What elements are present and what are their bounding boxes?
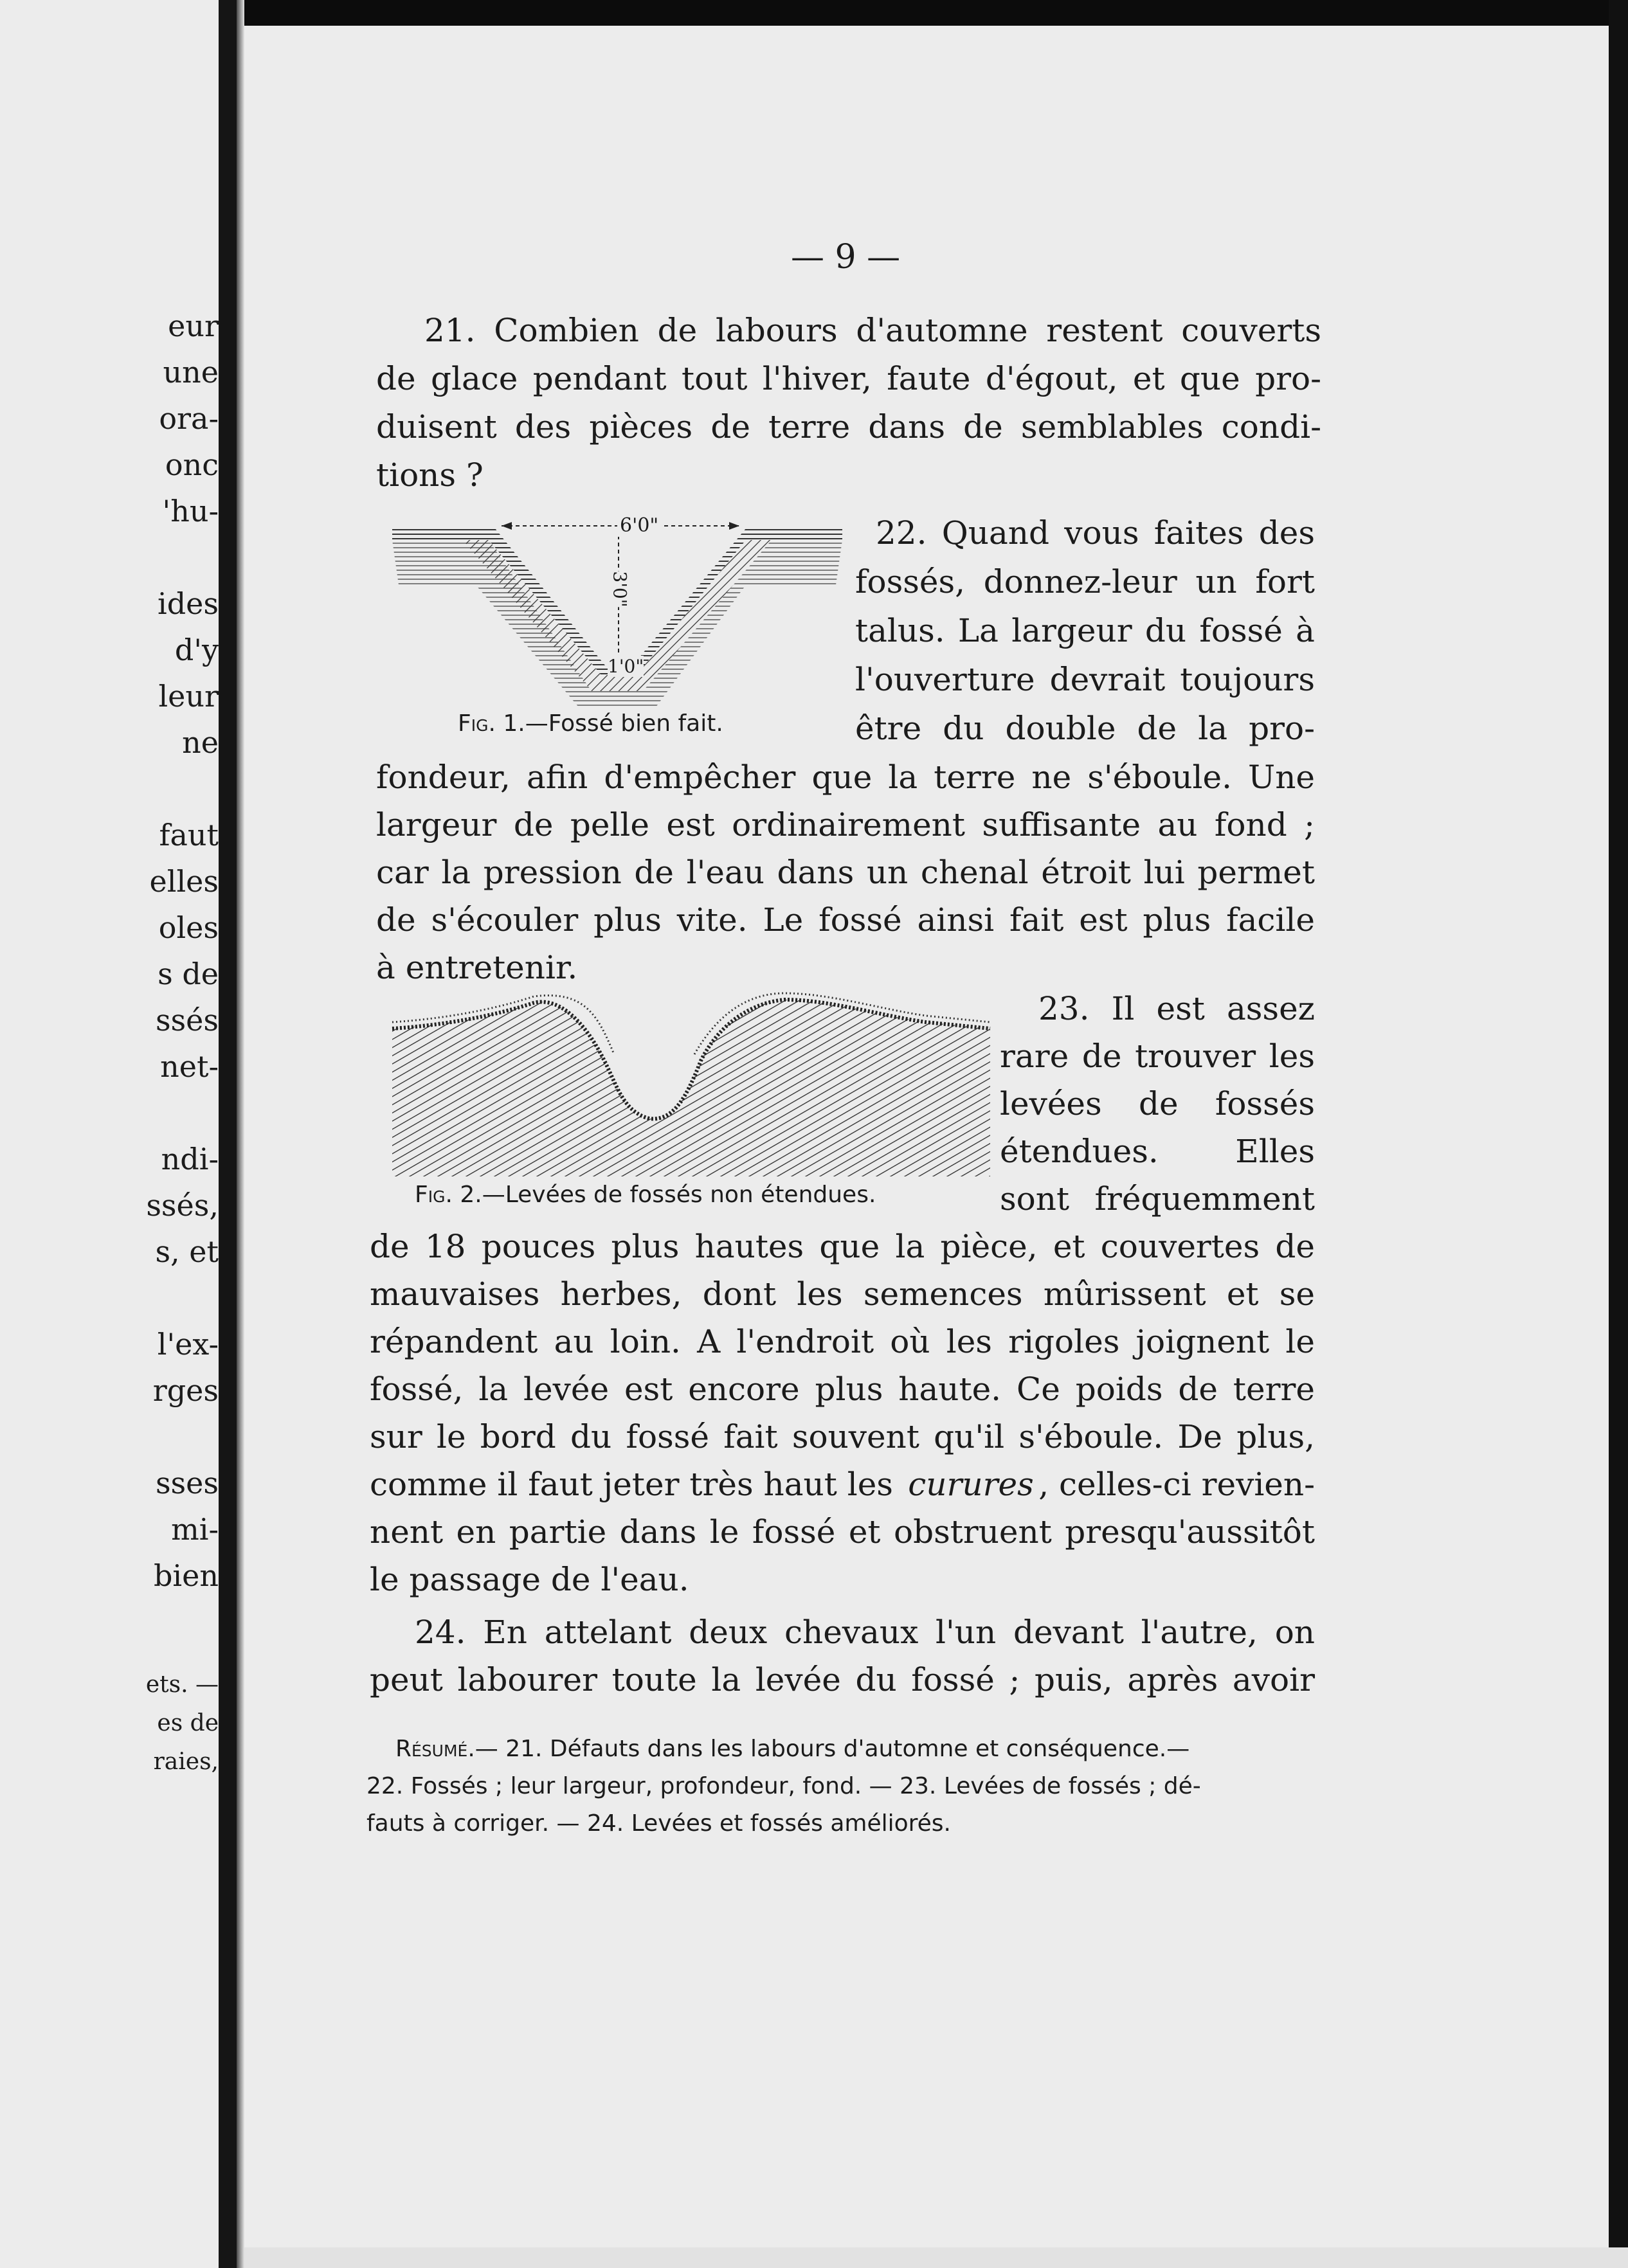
- para-22-line: 22. Quand vous faites des: [876, 514, 1315, 552]
- resume-line: fauts à corriger. — 24. Levées et fossés améliorés.: [366, 1810, 951, 1837]
- left-fragment: ssés,: [146, 1188, 219, 1223]
- left-fragment: une: [163, 355, 219, 390]
- left-fragment: elles: [149, 864, 219, 899]
- left-fragment: bien: [153, 1558, 219, 1593]
- para-21-line: 21. Combien de labours d'automne restent couverts: [424, 312, 1321, 349]
- left-fragment: onc: [165, 447, 219, 482]
- left-fragment: ora-: [159, 401, 219, 436]
- para-22-line: largeur de pelle est ordinairement suffisante au fond ;: [376, 806, 1315, 843]
- left-fragment: d'y: [174, 633, 219, 667]
- para-23-text: comme il faut jeter très haut les: [370, 1466, 903, 1503]
- para-23-line: de 18 pouces plus hautes que la pièce, et couvertes de: [370, 1228, 1315, 1265]
- left-fragment: l'ex-: [157, 1327, 219, 1362]
- fig2-caption: [415, 1182, 876, 1208]
- para-21-line: duisent des pièces de terre dans de semblables condi-: [376, 408, 1321, 446]
- left-fragment: es de: [157, 1710, 219, 1736]
- fig2-caption-text: —Levées de fossés non étendues.: [482, 1182, 876, 1208]
- para-23-line: sur le bord du fossé fait souvent qu'il s'éboule. De plus,: [370, 1418, 1315, 1455]
- para-23-line: mauvaises herbes, dont les semences mûrissent et se: [370, 1275, 1315, 1313]
- fig2-embankment-illustration: [392, 990, 990, 1176]
- fig1-caption-prefix: Fig. 1.: [458, 710, 525, 737]
- left-fragment: eur: [168, 309, 219, 343]
- gutter-shadow: [237, 0, 244, 2268]
- left-fragment: ets. —: [145, 1671, 219, 1698]
- para-23-line: étendues. Elles: [1000, 1133, 1315, 1170]
- left-page-margin: [0, 0, 219, 2268]
- para-23-line: nent en partie dans le fossé et obstruent presqu'aussitôt: [370, 1513, 1315, 1551]
- fig1-caption: [458, 710, 723, 737]
- left-fragment: ne: [182, 725, 219, 760]
- gutter-binding: [219, 0, 237, 2268]
- scan-top-edge: [244, 0, 1628, 26]
- para-23-line: rare de trouver les: [1000, 1038, 1315, 1075]
- para-21-line: de glace pendant tout l'hiver, faute d'égout, et que pro-: [376, 360, 1321, 397]
- para-24-line: peut labourer toute la levée du fossé ; puis, après avoir: [370, 1661, 1315, 1698]
- para-23-italic-word: curures: [908, 1466, 1034, 1503]
- page-number: — 9 —: [791, 238, 901, 276]
- para-23-line: sont fréquemment: [1000, 1180, 1315, 1218]
- left-fragment: net-: [160, 1049, 219, 1084]
- para-22-line: de s'écouler plus vite. Le fossé ainsi fait est plus facile: [376, 901, 1315, 939]
- fig1-dim-top: 6'0": [617, 514, 661, 537]
- scan-bottom-edge: [244, 2247, 1628, 2268]
- para-23-text: , celles-ci revien-: [1038, 1466, 1315, 1503]
- left-fragment: mi-: [171, 1512, 219, 1547]
- left-fragment: faut: [159, 818, 219, 852]
- para-23-line-italic: [370, 1466, 1315, 1503]
- para-21-line: tions ?: [376, 456, 484, 494]
- left-fragment: 'hu-: [162, 494, 219, 528]
- para-23-line: fossé, la levée est encore plus haute. Ce poids de terre: [370, 1371, 1315, 1408]
- fig1-caption-text: —Fossé bien fait.: [525, 710, 723, 737]
- para-23-line: 23. Il est assez: [1038, 990, 1315, 1027]
- left-fragment: raies,: [153, 1749, 219, 1775]
- left-fragment: sses: [155, 1466, 219, 1500]
- para-22-line: fondeur, afin d'empêcher que la terre ne s'éboule. Une: [376, 759, 1315, 796]
- fig2-caption-prefix: Fig. 2.: [415, 1182, 482, 1208]
- fig1-dim-depth: 3'0": [609, 571, 631, 608]
- resume-line: [395, 1736, 1189, 1762]
- resume-label: Résumé.: [395, 1736, 475, 1762]
- left-fragment: leur: [158, 679, 219, 714]
- para-24-line: 24. En attelant deux chevaux l'un devant l'autre, on: [415, 1614, 1315, 1651]
- para-23-line: levées de fossés: [1000, 1085, 1315, 1122]
- resume-line: 22. Fossés ; leur largeur, profondeur, fond. — 23. Levées de fossés ; dé-: [366, 1773, 1201, 1799]
- left-fragment: ssés: [155, 1003, 219, 1038]
- scan-right-edge: [1609, 0, 1628, 2268]
- para-22-line: l'ouverture devrait toujours: [855, 661, 1315, 698]
- para-22-line: être du double de la pro-: [855, 710, 1315, 747]
- para-22-line: talus. La largeur du fossé à: [855, 612, 1315, 649]
- left-fragment: ides: [158, 586, 219, 621]
- left-fragment: s, et: [155, 1234, 219, 1269]
- para-23-line: le passage de l'eau.: [370, 1561, 689, 1598]
- left-fragment: s de: [158, 957, 219, 991]
- fig1-ditch-illustration: [386, 514, 849, 707]
- para-22-line: car la pression de l'eau dans un chenal étroit lui permet: [376, 854, 1315, 891]
- left-fragment: oles: [158, 910, 219, 945]
- para-22-line: à entretenir.: [376, 949, 578, 986]
- para-22-line: fossés, donnez-leur un fort: [855, 563, 1315, 600]
- para-23-line: répandent au loin. A l'endroit où les rigoles joignent le: [370, 1323, 1315, 1360]
- resume-text: — 21. Défauts dans les labours d'automne et conséquence.—: [475, 1736, 1190, 1762]
- fig1-dim-bottom: 1'0": [608, 656, 644, 677]
- left-fragment: ndi-: [161, 1142, 219, 1176]
- left-fragment: rges: [152, 1373, 219, 1408]
